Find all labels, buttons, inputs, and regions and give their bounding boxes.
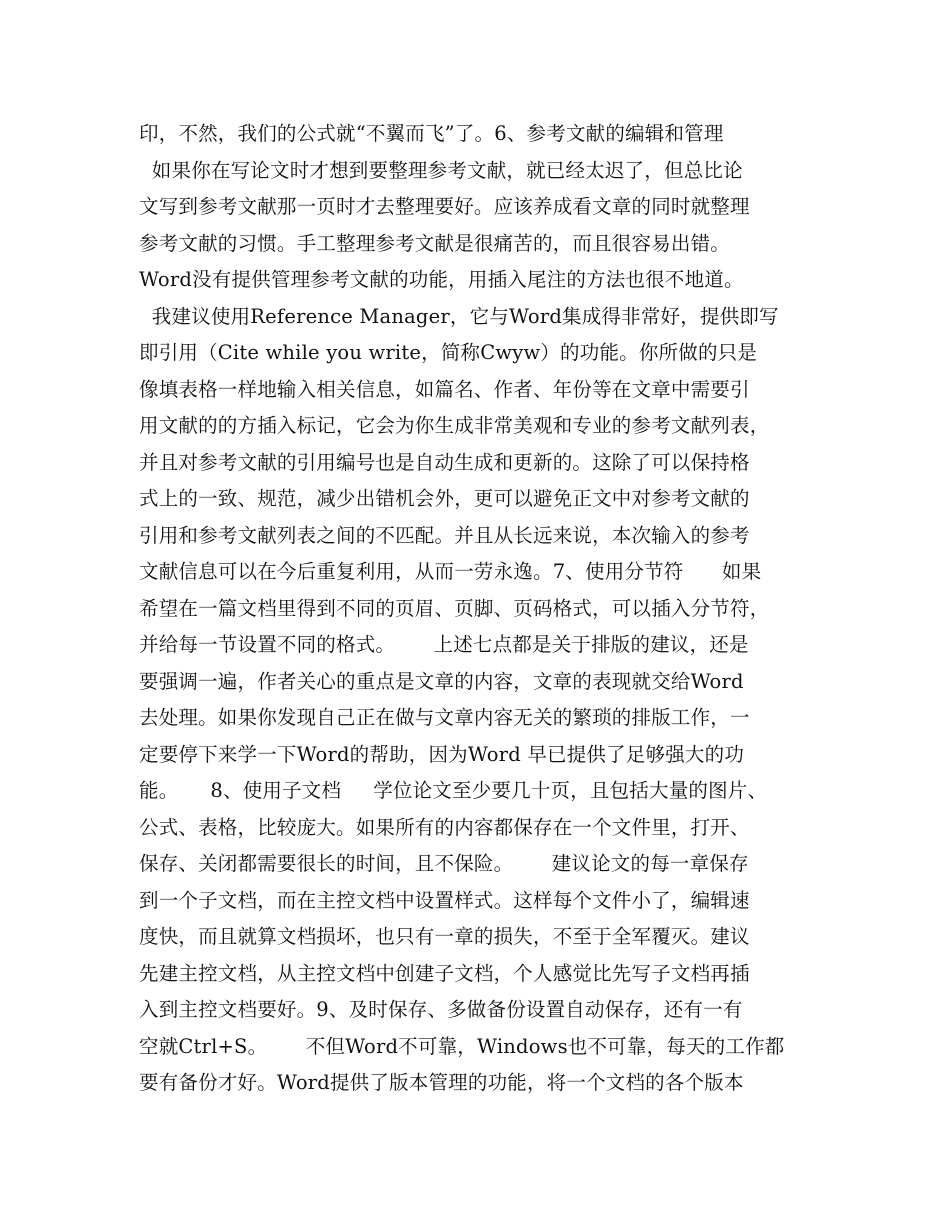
text-line: 参考文献的习惯。手工整理参考文献是很痛苦的，而且很容易出错。 bbox=[139, 231, 731, 255]
text-line: 用文献的的方插入标记，它会为你生成非常美观和专业的参考文献列表， bbox=[139, 414, 770, 437]
text-line: 引用和参考文献列表之间的不匹配。并且从长远来说，本次输入的参考 bbox=[139, 523, 750, 547]
text-line: 要强调一遍，作者关心的重点是文章的内容，文章的表现就交给Word bbox=[139, 669, 744, 693]
text-line: 我建议使用Reference Manager，它与Word集成得非常好，提供即写 bbox=[139, 304, 779, 328]
text-line: 文献信息可以在今后重复利用，从而一劳永逸。7、使用分节符 如果 bbox=[139, 560, 762, 583]
text-line: 能。 8、使用子文档 学位论文至少要几十页，且包括大量的图片、 bbox=[139, 779, 768, 802]
body-text bbox=[139, 116, 839, 1102]
text-line: 定要停下来学一下Word的帮助，因为Word 早已提供了足够强大的功 bbox=[139, 742, 745, 766]
text-line: 并且对参考文献的引用编号也是自动生成和更新的。这除了可以保持格 bbox=[139, 450, 750, 474]
text-line: 公式、表格，比较庞大。如果所有的内容都保存在一个文件里，打开、 bbox=[139, 815, 750, 839]
text-line: 希望在一篇文档里得到不同的页眉、页脚、页码格式，可以插入分节符， bbox=[139, 596, 770, 620]
text-line: 并给每一节设置不同的格式。 上述七点都是关于排版的建议，还是 bbox=[139, 633, 749, 656]
text-line: 像填表格一样地输入相关信息，如篇名、作者、年份等在文章中需要引 bbox=[139, 377, 750, 401]
text-line: Word没有提供管理参考文献的功能，用插入尾注的方法也很不地道。 bbox=[139, 268, 744, 291]
text-line: 空就Ctrl+S。 不但Word不可靠，Windows也不可靠，每天的工作都 bbox=[139, 1034, 785, 1058]
text-line: 即引用（Cite while you write，简称Cwyw）的功能。你所做的只是 bbox=[139, 341, 758, 364]
text-line: 保存、关闭都需要很长的时间，且不保险。 建议论文的每一章保存 bbox=[139, 852, 749, 875]
text-line: 印，不然，我们的公式就“不翼而飞”了。6、参考文献的编辑和管理 bbox=[139, 122, 724, 145]
text-line: 文写到参考文献那一页时才去整理要好。应该养成看文章的同时就整理 bbox=[139, 195, 750, 218]
text-line: 去处理。如果你发现自己正在做与文章内容无关的繁琐的排版工作，一 bbox=[139, 706, 750, 729]
text-line: 到一个子文档，而在主控文档中设置样式。这样每个文件小了，编辑速 bbox=[139, 888, 750, 912]
text-line: 如果你在写论文时才想到要整理参考文献，就已经太迟了，但总比论 bbox=[139, 158, 743, 182]
text-line: 式上的一致、规范，减少出错机会外，更可以避免正文中对参考文献的 bbox=[139, 487, 750, 510]
text-line: 要有备份才好。Word提供了版本管理的功能，将一个文档的各个版本 bbox=[139, 1071, 744, 1094]
text-line: 先建主控文档，从主控文档中创建子文档，个人感觉比先写子文档再插 bbox=[139, 961, 750, 985]
text-line: 度快，而且就算文档损坏，也只有一章的损失，不至于全军覆灭。建议 bbox=[139, 925, 750, 948]
text-line: 入到主控文档要好。9、及时保存、多做备份设置自动保存，还有一有 bbox=[139, 998, 743, 1021]
